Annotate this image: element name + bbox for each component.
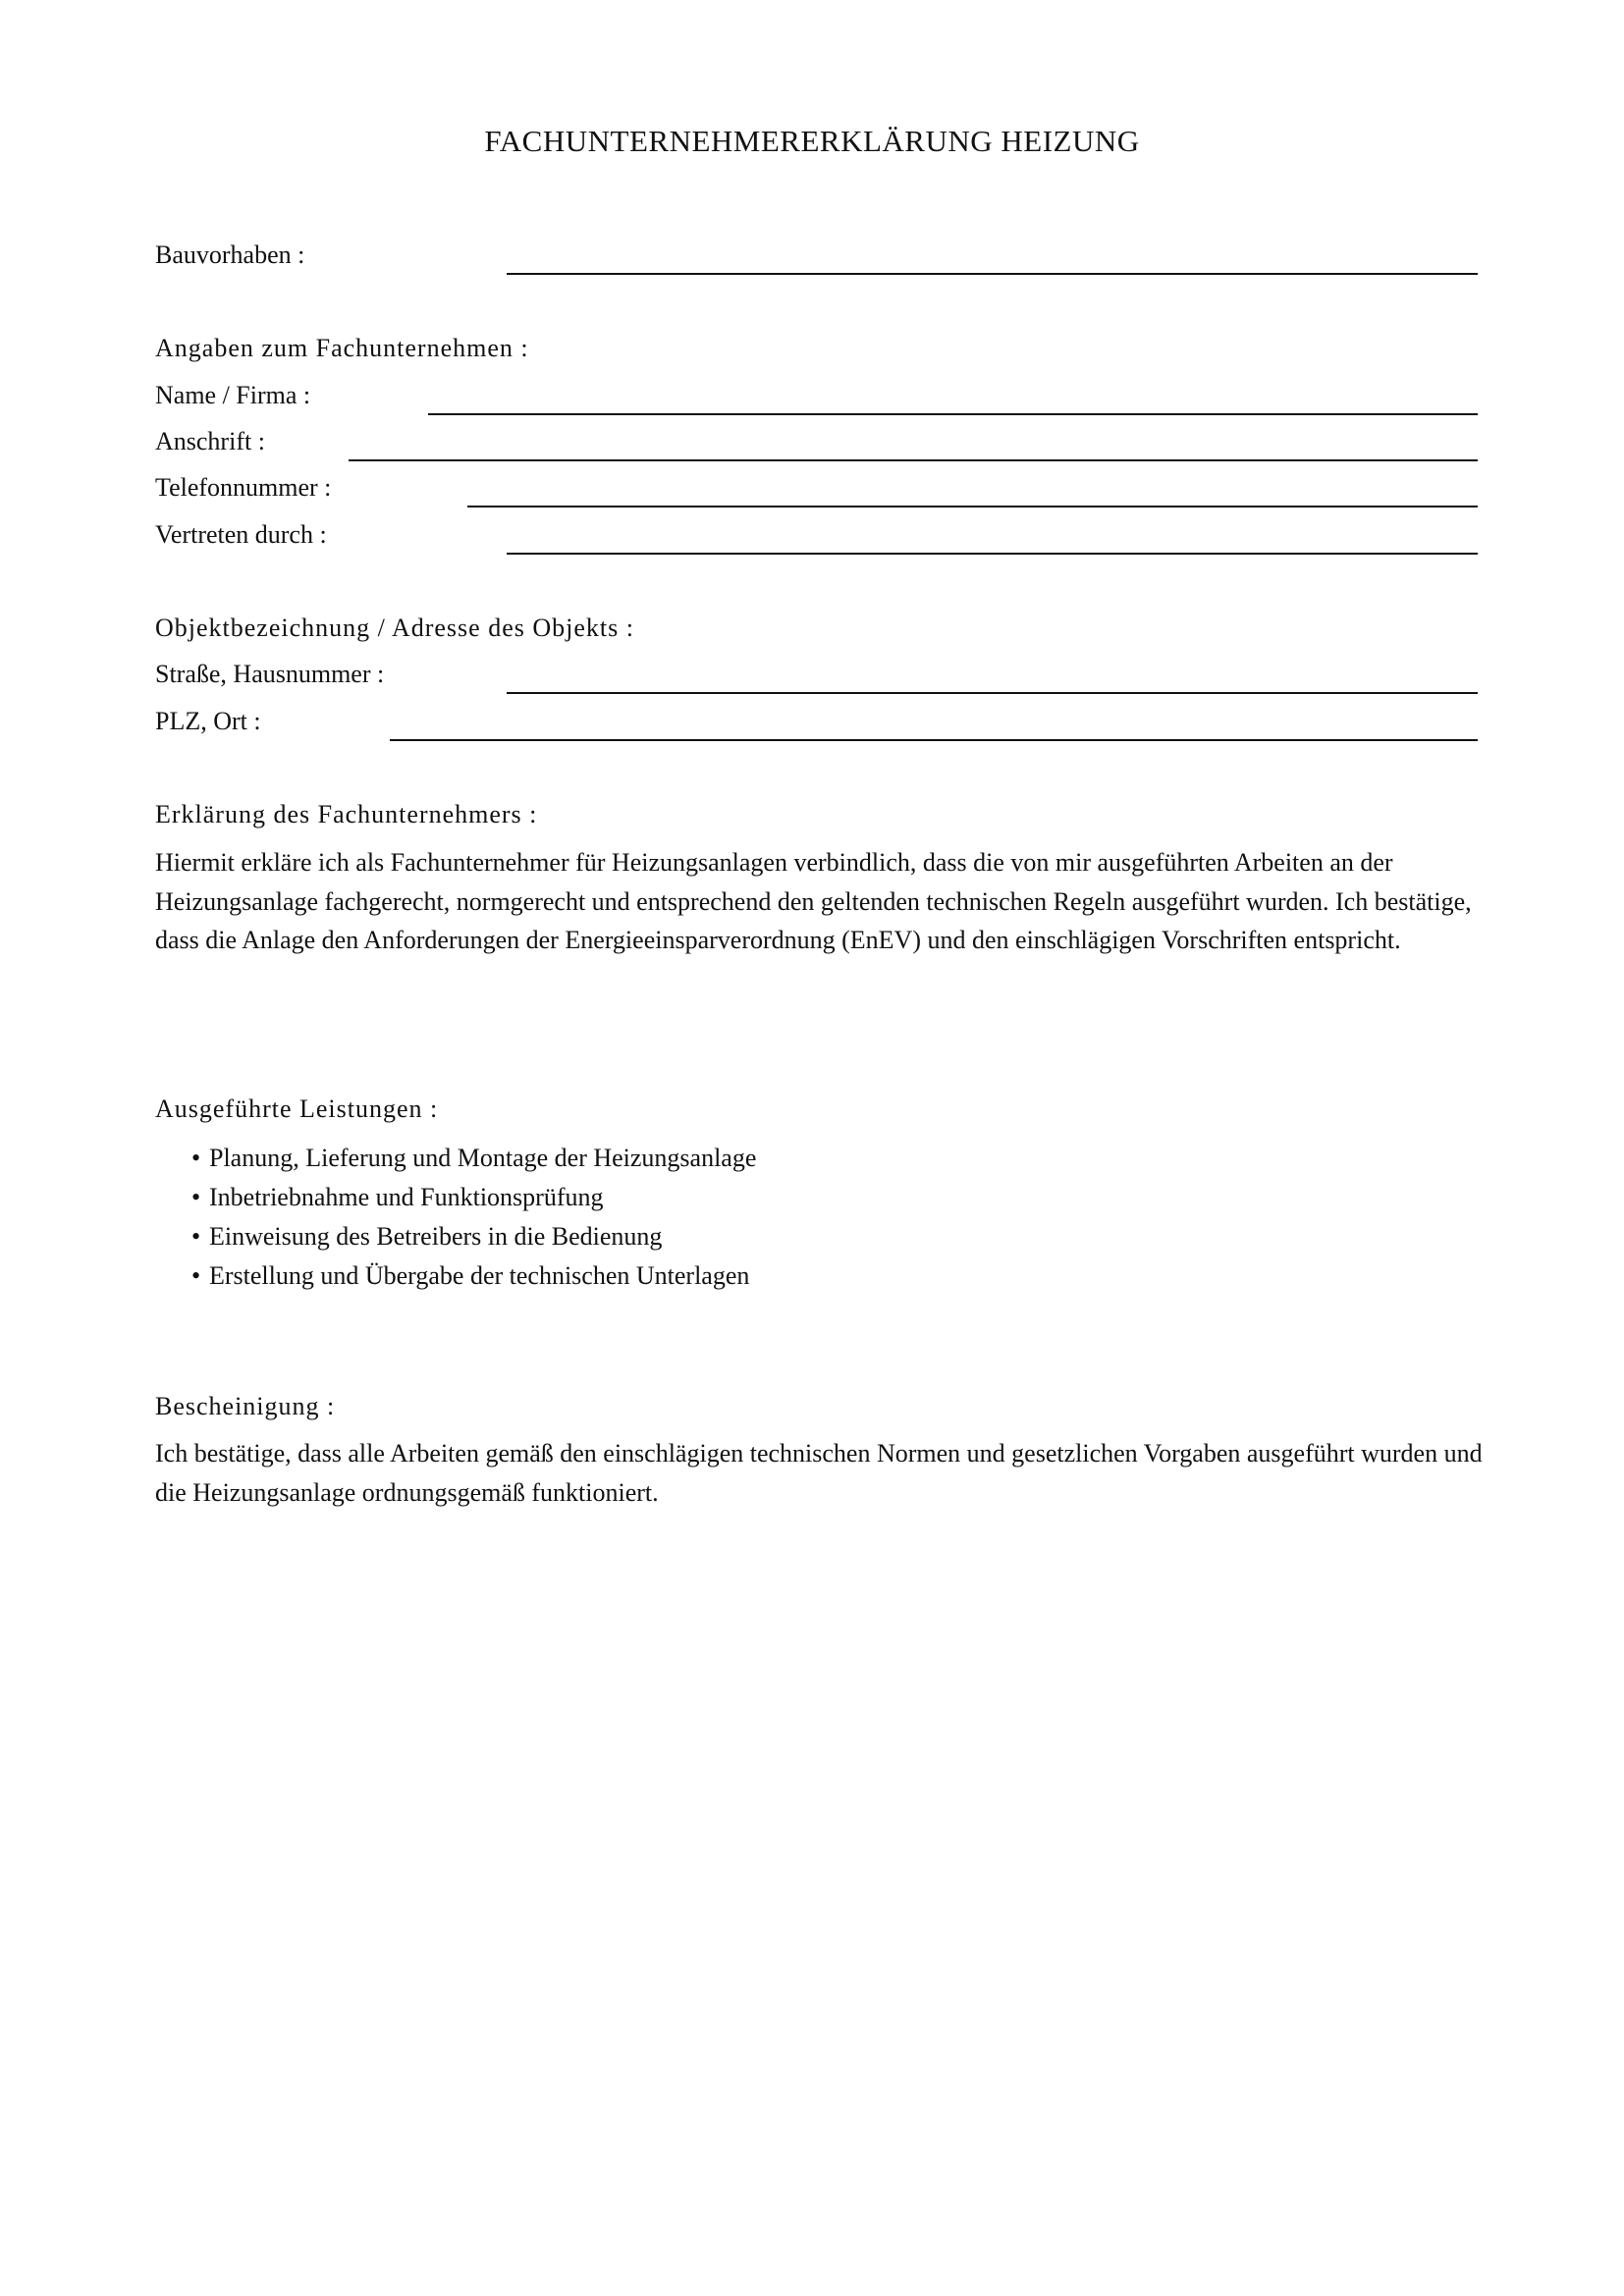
list-item bbox=[191, 1256, 756, 1296]
bullet-icon: • bbox=[191, 1222, 201, 1251]
company-section-heading: Angaben zum Fachunternehmen : bbox=[155, 334, 529, 362]
list-item bbox=[191, 1178, 756, 1217]
service-item-text: Einweisung des Betreibers in die Bedienung bbox=[209, 1222, 663, 1251]
address-label: Anschrift : bbox=[155, 427, 265, 455]
service-item-text: Erstellung und Übergabe der technischen Unterlagen bbox=[209, 1261, 750, 1290]
bullet-icon: • bbox=[191, 1261, 201, 1290]
service-item-text: Planung, Lieferung und Montage der Heizungsanlage bbox=[209, 1144, 757, 1172]
service-item-text: Inbetriebnahme und Funktionsprüfung bbox=[209, 1183, 604, 1211]
company-name-row bbox=[155, 380, 1478, 419]
address-field[interactable] bbox=[349, 459, 1478, 461]
street-label: Straße, Hausnummer : bbox=[155, 660, 385, 688]
declaration-text: Hiermit erkläre ich als Fachunternehmer für Heizungsanlagen verbindlich, dass die von mir ausgeführten Arbeiten an der Heizungsanlage fachgerecht, normgerecht und entsprechend den geltenden technischen Regeln ausgeführt wurden. Ich bestätige, dass die Anlage den Anforderungen der Energieeinsparverordnung (EnEV) und den einschlägigen Vorschriften entspricht. bbox=[155, 848, 1472, 954]
bullet-icon: • bbox=[191, 1144, 201, 1172]
representative-field[interactable] bbox=[507, 553, 1478, 555]
phone-label: Telefonnummer : bbox=[155, 473, 332, 502]
list-item bbox=[191, 1139, 756, 1178]
bauvorhaben-row bbox=[155, 240, 1478, 279]
representative-row bbox=[155, 519, 1478, 559]
zip-city-row bbox=[155, 706, 1478, 745]
zip-city-field[interactable] bbox=[390, 739, 1478, 741]
phone-row bbox=[155, 472, 1478, 511]
company-name-label: Name / Firma : bbox=[155, 381, 311, 409]
declaration-heading: Erklärung des Fachunternehmers : bbox=[155, 800, 538, 828]
street-field[interactable] bbox=[507, 692, 1478, 694]
representative-label: Vertreten durch : bbox=[155, 520, 327, 549]
services-heading: Ausgeführte Leistungen : bbox=[155, 1095, 439, 1123]
address-row bbox=[155, 426, 1478, 465]
certification-text: Ich bestätige, dass alle Arbeiten gemäß den einschlägigen technischen Normen und gesetzlichen Vorgaben ausgeführt wurden und die Heizungsanlage ordnungsgemäß funktioniert. bbox=[155, 1439, 1483, 1507]
certification-heading: Bescheinigung : bbox=[155, 1392, 336, 1420]
list-item bbox=[191, 1217, 756, 1256]
zip-city-label: PLZ, Ort : bbox=[155, 707, 261, 735]
services-list bbox=[191, 1139, 756, 1296]
document-title: FACHUNTERNEHMERERKLÄRUNG HEIZUNG bbox=[484, 124, 1140, 158]
bullet-icon: • bbox=[191, 1183, 201, 1211]
bauvorhaben-field[interactable] bbox=[507, 273, 1478, 275]
company-name-field[interactable] bbox=[428, 413, 1478, 415]
object-section-heading: Objektbezeichnung / Adresse des Objekts : bbox=[155, 614, 634, 642]
street-row bbox=[155, 659, 1478, 698]
phone-field[interactable] bbox=[467, 506, 1478, 507]
bauvorhaben-label: Bauvorhaben : bbox=[155, 240, 305, 269]
